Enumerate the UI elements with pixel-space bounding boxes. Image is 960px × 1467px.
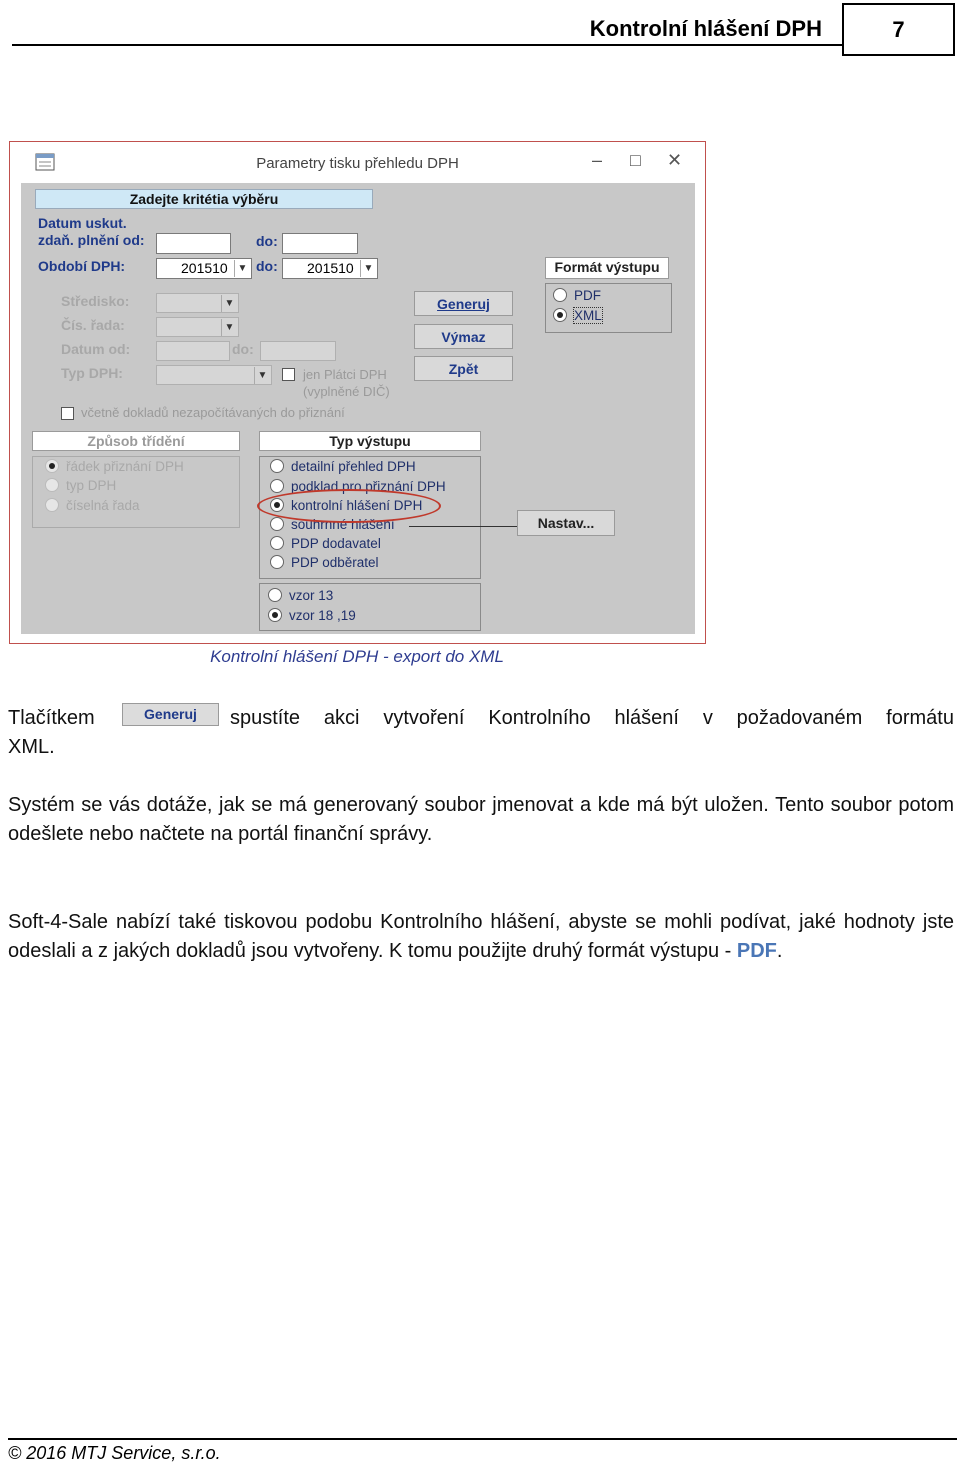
radio-icon [270, 479, 284, 493]
radio-icon [45, 478, 59, 492]
obdobi-do-combo[interactable] [282, 258, 378, 279]
sort-radek-label: řádek přiznání DPH [66, 459, 184, 474]
radio-icon [270, 517, 284, 531]
output-option-pdp-odberatel[interactable] [270, 555, 379, 570]
datum-od-input[interactable] [156, 233, 231, 254]
print-parameters-window [9, 141, 706, 644]
sort-option-radek[interactable] [45, 459, 184, 474]
header-rule [12, 44, 844, 46]
typ-dph-combo[interactable] [156, 365, 272, 385]
output-detail-label: detailní přehled DPH [291, 459, 416, 474]
format-pdf-label: PDF [574, 288, 601, 303]
jen-platci-checkbox[interactable] [282, 367, 295, 385]
output-header: Typ výstupu [259, 431, 481, 451]
vymaz-button[interactable]: Výmaz [414, 324, 513, 349]
output-pdp-dodavatel-label: PDP dodavatel [291, 536, 381, 551]
obdobi-od-value: 201510 [181, 260, 228, 276]
radio-icon [553, 288, 567, 302]
page-number: 7 [842, 3, 955, 56]
chevron-down-icon: ▼ [221, 319, 237, 336]
sort-typ-label: typ DPH [66, 478, 117, 493]
radio-icon [268, 588, 282, 602]
connector-line [409, 526, 517, 527]
datum-od-label: Datum od: [61, 341, 131, 357]
obdobi-label: Období DPH: [38, 258, 126, 274]
datum-label: Datum uskut. [38, 215, 127, 231]
datum-do-label: do: [256, 233, 278, 249]
output-souhrnne-label: souhrnné hlášení [291, 517, 395, 532]
chevron-down-icon[interactable]: ▼ [234, 260, 250, 277]
sort-cislo-label: číselná řada [66, 498, 140, 513]
obdobi-od-combo[interactable] [156, 258, 252, 279]
chevron-down-icon: ▼ [221, 295, 237, 312]
chevron-down-icon[interactable]: ▼ [360, 260, 376, 277]
radio-icon [270, 536, 284, 550]
para1-rest: spustíte akci vytvoření Kontrolního hlášení v požadovaném formátu [230, 707, 954, 729]
cis-rada-label: Čís. řada: [61, 317, 125, 333]
pdf-link: PDF [736, 940, 777, 962]
jen-platci-label: jen Plátci DPH [303, 367, 387, 382]
para1-line2: XML. [8, 736, 55, 758]
window-title: Parametry tisku přehledu DPH [256, 155, 459, 172]
format-option-pdf[interactable] [553, 288, 601, 303]
typ-dph-label: Typ DPH: [61, 365, 123, 381]
output-pdp-odberatel-label: PDP odběratel [291, 555, 379, 570]
format-xml-label: XML [574, 308, 602, 323]
highlight-ellipse [257, 489, 441, 523]
chevron-down-icon: ▼ [254, 367, 270, 384]
format-header: Formát výstupu [545, 257, 669, 279]
criteria-header: Zadejte kritétia výběru [35, 189, 373, 209]
zpet-button[interactable]: Zpět [414, 356, 513, 381]
stredisko-combo[interactable] [156, 293, 239, 313]
generuj-button[interactable]: Generuj [414, 291, 513, 316]
datum-label-2: zdaň. plnění od: [38, 232, 145, 248]
jen-platci-sublabel: (vyplněné DIČ) [303, 384, 390, 399]
datum-do-disabled-label: do: [232, 341, 254, 357]
maximize-button[interactable]: □ [630, 150, 641, 170]
close-button[interactable]: ✕ [667, 150, 683, 170]
footer-rule [8, 1438, 957, 1440]
vzor-18-label: vzor 18 ,19 [289, 608, 356, 623]
para1-prefix: Tlačítkem [8, 707, 95, 729]
minimize-button[interactable]: – [592, 150, 603, 170]
vzor-option-18-19[interactable] [268, 608, 356, 623]
datum-do-input[interactable] [282, 233, 358, 254]
stredisko-label: Středisko: [61, 293, 130, 309]
vcetne-checkbox[interactable] [61, 406, 74, 424]
datum-od-disabled-input[interactable] [156, 341, 230, 361]
form-panel [21, 183, 695, 634]
output-podklad-label: podklad pro přiznání DPH [291, 479, 446, 494]
sort-header: Způsob třídění [32, 431, 240, 451]
output-kontrolni-label: kontrolní hlášení DPH [291, 498, 423, 513]
figure-caption: Kontrolní hlášení DPH - export do XML [210, 647, 504, 666]
vzor-option-13[interactable] [268, 588, 333, 603]
vcetne-label: včetně dokladů nezapočítávaných do přiznání [81, 405, 345, 420]
output-option-detail[interactable] [270, 459, 416, 474]
inline-generuj-button: Generuj [122, 703, 219, 726]
radio-icon [270, 459, 284, 473]
sort-option-cislo[interactable] [45, 498, 140, 513]
vzor-13-label: vzor 13 [289, 588, 334, 603]
para2: Systém se vás dotáže, jak se má generovaný soubor jmenovat a kde má být uložen. Tento soubor potom odešlete nebo načtete na portál finanční správy. [8, 794, 954, 845]
datum-do-disabled-input[interactable] [260, 341, 336, 361]
sort-option-typ[interactable] [45, 478, 116, 493]
radio-selected-icon [268, 608, 282, 622]
radio-icon [45, 459, 59, 473]
para3 [8, 908, 954, 966]
footer-copyright: © 2016 MTJ Service, s.r.o. [8, 1443, 221, 1463]
obdobi-do-label: do: [256, 258, 278, 274]
nastav-button[interactable]: Nastav... [517, 510, 615, 536]
para3-text: Soft-4-Sale nabízí také tiskovou podobu Kontrolního hlášení, abyste se mohli podívat, jaké hodnoty jste odeslali a z jakých dokladů jsou vytvořeny. K tomu použijte druhý formát výstupu - [8, 911, 954, 962]
para3-end: . [776, 940, 783, 962]
radio-icon [45, 498, 59, 512]
obdobi-do-value: 201510 [307, 260, 354, 276]
output-option-pdp-dodavatel[interactable] [270, 536, 381, 551]
radio-icon [270, 555, 284, 569]
radio-selected-icon [553, 308, 567, 322]
cis-rada-combo[interactable] [156, 317, 239, 337]
page-header-title: Kontrolní hlášení DPH [589, 16, 822, 41]
format-option-xml[interactable] [553, 308, 602, 323]
